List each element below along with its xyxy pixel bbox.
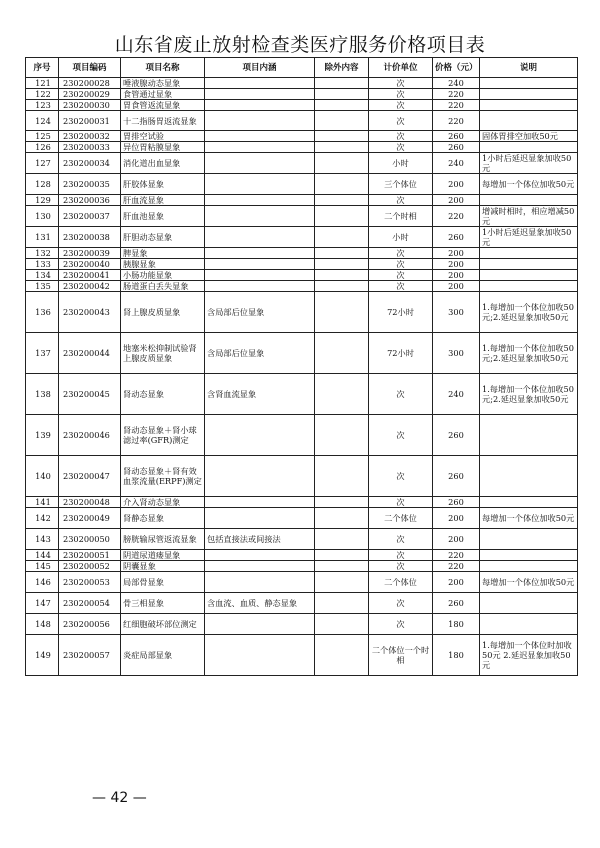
cell-name: 炎症局部显象 [121,635,205,676]
cell-code: 230200038 [59,227,121,248]
cell-content [205,259,315,270]
cell-seq: 130 [26,206,59,227]
cell-content: 包括直接法或间接法 [205,529,315,550]
cell-content [205,227,315,248]
cell-price: 200 [433,248,480,259]
table-body [26,78,578,676]
header-seq: 序号 [26,58,59,78]
table-row [26,174,578,195]
cell-content: 含肾血流显象 [205,374,315,415]
cell-note [480,89,578,100]
cell-code: 230200028 [59,78,121,89]
cell-code: 230200049 [59,508,121,529]
cell-price: 260 [433,497,480,508]
cell-name: 肝血池显象 [121,206,205,227]
cell-code: 230200035 [59,174,121,195]
cell-excluded [315,456,369,497]
cell-seq: 128 [26,174,59,195]
cell-price: 180 [433,614,480,635]
header-note: 说明 [480,58,578,78]
cell-code: 230200029 [59,89,121,100]
table-row [26,456,578,497]
cell-content [205,614,315,635]
header-price: 价格（元） [433,58,480,78]
cell-seq: 124 [26,111,59,131]
cell-price: 260 [433,456,480,497]
cell-seq: 142 [26,508,59,529]
cell-seq: 122 [26,89,59,100]
cell-note [480,550,578,561]
table-row [26,100,578,111]
price-table [25,57,578,676]
cell-content [205,111,315,131]
cell-unit: 次 [369,100,433,111]
cell-seq: 141 [26,497,59,508]
cell-unit: 次 [369,456,433,497]
cell-code: 230200051 [59,550,121,561]
cell-code: 230200041 [59,270,121,281]
table-row [26,572,578,593]
table-row [26,153,578,174]
cell-name: 肝胶体显象 [121,174,205,195]
cell-note: 1.每增加一个体位加收50元;2.延迟显象加收50元 [480,292,578,333]
cell-excluded [315,195,369,206]
cell-seq: 145 [26,561,59,572]
cell-content [205,78,315,89]
cell-content [205,131,315,142]
cell-unit: 二个体位一个时相 [369,635,433,676]
cell-unit: 次 [369,550,433,561]
header-excluded: 除外内容 [315,58,369,78]
table-row [26,550,578,561]
cell-code: 230200045 [59,374,121,415]
cell-name: 脾显象 [121,248,205,259]
cell-excluded [315,131,369,142]
cell-unit: 72小时 [369,333,433,374]
cell-note: 1小时后延迟显象加收50元 [480,153,578,174]
cell-content: 含局部后位显象 [205,333,315,374]
cell-price: 220 [433,100,480,111]
cell-price: 260 [433,593,480,614]
cell-code: 230200034 [59,153,121,174]
cell-price: 300 [433,292,480,333]
cell-note [480,142,578,153]
cell-name: 介入肾动态显象 [121,497,205,508]
cell-code: 230200057 [59,635,121,676]
cell-content [205,270,315,281]
cell-price: 200 [433,259,480,270]
cell-unit: 二个体位 [369,572,433,593]
cell-note: 增减时相时，相应增减50元 [480,206,578,227]
cell-name: 地塞米松抑制试验肾上腺皮质显象 [121,333,205,374]
cell-excluded [315,572,369,593]
cell-name: 肾动态显象＋肾小球滤过率(GFR)测定 [121,415,205,456]
cell-seq: 137 [26,333,59,374]
cell-note: 每增加一个体位加收50元 [480,174,578,195]
cell-unit: 次 [369,614,433,635]
cell-content [205,497,315,508]
cell-seq: 129 [26,195,59,206]
cell-price: 200 [433,529,480,550]
table-row [26,270,578,281]
cell-seq: 147 [26,593,59,614]
cell-excluded [315,593,369,614]
cell-price: 200 [433,281,480,292]
cell-code: 230200037 [59,206,121,227]
table-row [26,593,578,614]
cell-content [205,456,315,497]
cell-price: 240 [433,78,480,89]
cell-name: 局部骨显象 [121,572,205,593]
cell-seq: 140 [26,456,59,497]
cell-seq: 132 [26,248,59,259]
cell-name: 阴囊显象 [121,561,205,572]
table-row [26,142,578,153]
cell-seq: 143 [26,529,59,550]
cell-code: 230200036 [59,195,121,206]
cell-name: 胃食管返流显象 [121,100,205,111]
cell-code: 230200044 [59,333,121,374]
cell-unit: 次 [369,142,433,153]
cell-price: 200 [433,195,480,206]
cell-excluded [315,333,369,374]
cell-code: 230200039 [59,248,121,259]
cell-name: 肾动态显象 [121,374,205,415]
cell-excluded [315,174,369,195]
cell-excluded [315,111,369,131]
table-row [26,78,578,89]
cell-price: 260 [433,415,480,456]
cell-price: 200 [433,174,480,195]
cell-price: 200 [433,572,480,593]
cell-name: 胰腺显象 [121,259,205,270]
cell-code: 230200042 [59,281,121,292]
table-row [26,508,578,529]
cell-content [205,572,315,593]
cell-seq: 144 [26,550,59,561]
cell-excluded [315,270,369,281]
cell-name: 肾动态显象＋肾有效血浆流量(ERPF)测定 [121,456,205,497]
cell-content [205,206,315,227]
table-row [26,415,578,456]
cell-unit: 小时 [369,227,433,248]
cell-content [205,153,315,174]
cell-seq: 149 [26,635,59,676]
cell-unit: 次 [369,195,433,206]
cell-unit: 次 [369,497,433,508]
cell-seq: 126 [26,142,59,153]
cell-seq: 127 [26,153,59,174]
table-row [26,195,578,206]
cell-unit: 二个时相 [369,206,433,227]
cell-seq: 123 [26,100,59,111]
cell-note [480,111,578,131]
cell-note [480,259,578,270]
cell-code: 230200031 [59,111,121,131]
cell-excluded [315,374,369,415]
cell-price: 260 [433,227,480,248]
table-row [26,614,578,635]
cell-note [480,529,578,550]
cell-unit: 次 [369,248,433,259]
cell-code: 230200048 [59,497,121,508]
header-unit: 计价单位 [369,58,433,78]
cell-excluded [315,550,369,561]
cell-code: 230200056 [59,614,121,635]
cell-excluded [315,281,369,292]
page-title: 山东省废止放射检查类医疗服务价格项目表 [114,34,486,56]
cell-code: 230200030 [59,100,121,111]
table-row [26,281,578,292]
cell-code: 230200047 [59,456,121,497]
table-row [26,561,578,572]
cell-note: 1小时后延迟显象加收50元 [480,227,578,248]
cell-price: 200 [433,270,480,281]
cell-excluded [315,497,369,508]
cell-excluded [315,100,369,111]
cell-excluded [315,415,369,456]
cell-name: 小肠功能显象 [121,270,205,281]
cell-unit: 次 [369,89,433,100]
cell-price: 240 [433,374,480,415]
cell-note [480,100,578,111]
cell-note [480,593,578,614]
cell-note: 每增加一个体位加收50元 [480,508,578,529]
table-row [26,89,578,100]
cell-content [205,415,315,456]
table-row [26,131,578,142]
cell-content [205,561,315,572]
cell-content [205,195,315,206]
table-header-row [26,58,578,78]
cell-note [480,248,578,259]
cell-name: 唾液腺动态显象 [121,78,205,89]
cell-name: 肠道蛋白丢失显象 [121,281,205,292]
cell-excluded [315,206,369,227]
cell-price: 220 [433,561,480,572]
cell-content: 含血流、血质、静态显象 [205,593,315,614]
cell-excluded [315,561,369,572]
cell-excluded [315,248,369,259]
cell-name: 胃排空试验 [121,131,205,142]
page-number: — 42 — [92,790,147,806]
cell-content [205,142,315,153]
cell-price: 300 [433,333,480,374]
table-row [26,259,578,270]
table-row [26,497,578,508]
cell-content [205,174,315,195]
cell-note [480,78,578,89]
table-row [26,248,578,259]
table-row [26,111,578,131]
cell-excluded [315,635,369,676]
cell-code: 230200046 [59,415,121,456]
cell-seq: 135 [26,281,59,292]
cell-excluded [315,508,369,529]
header-name: 项目名称 [121,58,205,78]
cell-unit: 次 [369,561,433,572]
cell-code: 230200050 [59,529,121,550]
cell-price: 200 [433,508,480,529]
cell-note [480,281,578,292]
cell-note [480,270,578,281]
cell-seq: 139 [26,415,59,456]
cell-name: 肾静态显象 [121,508,205,529]
cell-unit: 次 [369,111,433,131]
cell-content [205,635,315,676]
cell-code: 230200033 [59,142,121,153]
cell-note [480,614,578,635]
cell-note [480,497,578,508]
table-row [26,529,578,550]
cell-seq: 148 [26,614,59,635]
table-row [26,635,578,676]
cell-price: 220 [433,89,480,100]
cell-excluded [315,89,369,100]
cell-unit: 二个体位 [369,508,433,529]
cell-seq: 146 [26,572,59,593]
cell-price: 260 [433,131,480,142]
cell-seq: 121 [26,78,59,89]
cell-excluded [315,292,369,333]
cell-name: 骨三相显象 [121,593,205,614]
cell-price: 180 [433,635,480,676]
cell-unit: 三个体位 [369,174,433,195]
cell-price: 220 [433,206,480,227]
cell-excluded [315,78,369,89]
cell-content [205,550,315,561]
cell-code: 230200032 [59,131,121,142]
cell-content [205,508,315,529]
cell-name: 食管通过显象 [121,89,205,100]
cell-price: 240 [433,153,480,174]
cell-note: 1.每增加一个体位时加收50元 2.延迟显象加收50元 [480,635,578,676]
cell-note [480,561,578,572]
table-row [26,374,578,415]
cell-note: 1.每增加一个体位加收50元;2.延迟显象加收50元 [480,374,578,415]
cell-seq: 133 [26,259,59,270]
cell-unit: 小时 [369,153,433,174]
cell-name: 肝胆动态显象 [121,227,205,248]
cell-content: 含局部后位显象 [205,292,315,333]
cell-excluded [315,153,369,174]
cell-seq: 136 [26,292,59,333]
cell-unit: 次 [369,529,433,550]
cell-seq: 138 [26,374,59,415]
cell-content [205,100,315,111]
cell-code: 230200054 [59,593,121,614]
cell-seq: 134 [26,270,59,281]
cell-name: 阴道尿道瘘显象 [121,550,205,561]
cell-note: 固体胃排空加收50元 [480,131,578,142]
cell-unit: 次 [369,281,433,292]
cell-name: 十二指肠胃返流显象 [121,111,205,131]
cell-unit: 72小时 [369,292,433,333]
cell-excluded [315,259,369,270]
cell-name: 红细胞破坏部位测定 [121,614,205,635]
cell-excluded [315,142,369,153]
header-code: 项目编码 [59,58,121,78]
cell-unit: 次 [369,415,433,456]
cell-note: 每增加一个体位加收50元 [480,572,578,593]
cell-unit: 次 [369,374,433,415]
cell-name: 肝血流显象 [121,195,205,206]
cell-excluded [315,614,369,635]
cell-code: 230200040 [59,259,121,270]
table-row [26,333,578,374]
cell-unit: 次 [369,270,433,281]
cell-excluded [315,529,369,550]
cell-note: 1.每增加一个体位加收50元;2.延迟显象加收50元 [480,333,578,374]
cell-excluded [315,227,369,248]
cell-name: 异位胃粘膜显象 [121,142,205,153]
table-row [26,292,578,333]
cell-code: 230200052 [59,561,121,572]
header-content: 项目内涵 [205,58,315,78]
cell-price: 220 [433,111,480,131]
table-row [26,227,578,248]
cell-name: 膀胱输尿管返流显象 [121,529,205,550]
cell-code: 230200053 [59,572,121,593]
cell-content [205,281,315,292]
table-row [26,206,578,227]
cell-seq: 125 [26,131,59,142]
cell-code: 230200043 [59,292,121,333]
cell-unit: 次 [369,259,433,270]
cell-note [480,195,578,206]
cell-content [205,248,315,259]
cell-name: 肾上腺皮质显象 [121,292,205,333]
cell-unit: 次 [369,78,433,89]
cell-note [480,456,578,497]
cell-content [205,89,315,100]
cell-note [480,415,578,456]
cell-seq: 131 [26,227,59,248]
cell-price: 220 [433,550,480,561]
cell-unit: 次 [369,593,433,614]
cell-price: 260 [433,142,480,153]
cell-name: 消化道出血显象 [121,153,205,174]
cell-unit: 次 [369,131,433,142]
